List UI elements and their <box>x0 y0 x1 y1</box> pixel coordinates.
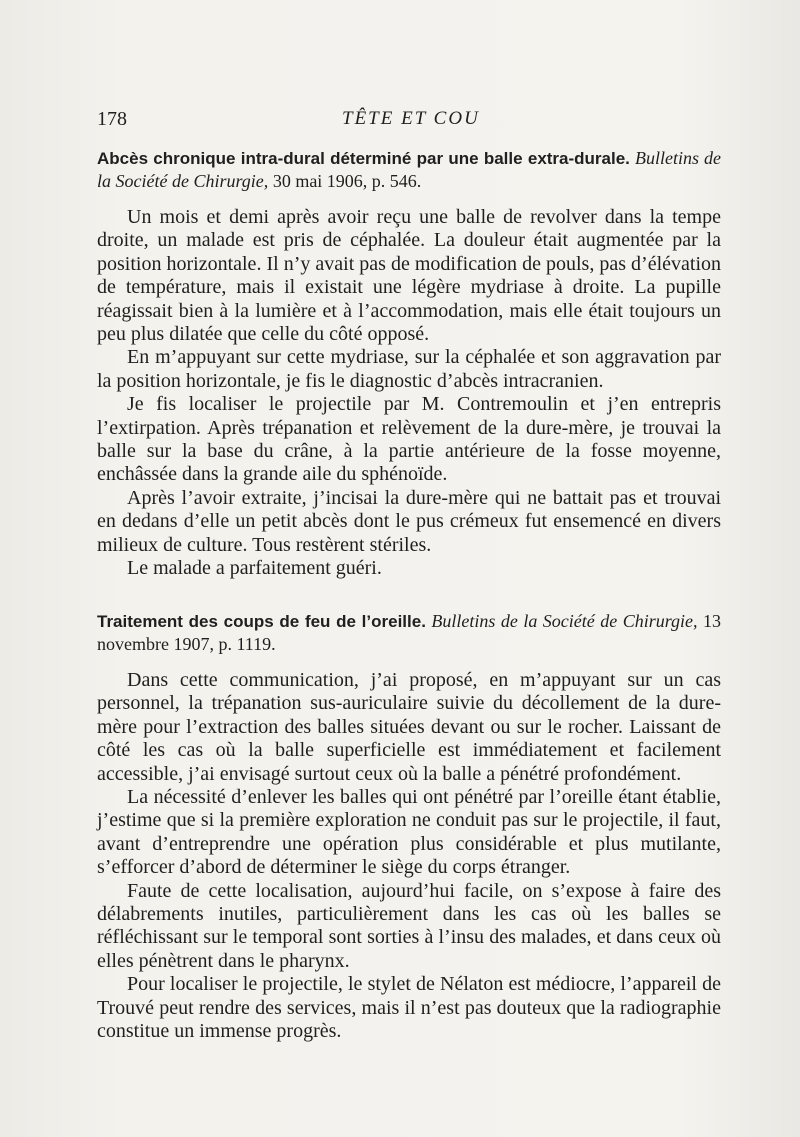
paragraph: Pour localiser le projectile, le stylet de Nélaton est médiocre, l’appareil de Trouvé peut rendre des services, mais il n’est pas douteux que la radiographie constitue un immense progrès. <box>97 973 721 1043</box>
paragraph: En m’appuyant sur cette mydriase, sur la céphalée et son aggravation par la position horizontale, je fis le diagnostic d’abcès intracranien. <box>97 346 721 392</box>
article-intra-dural-abscess <box>97 147 721 581</box>
article-date: 30 mai 1906, p. 546. <box>272 171 422 191</box>
running-head: TÊTE ET COU <box>342 108 480 129</box>
paragraph: Le malade a parfaitement guéri. <box>127 557 382 580</box>
article-ear-gunshot <box>97 610 721 1044</box>
page-number: 178 <box>97 108 127 130</box>
page-header <box>97 108 717 132</box>
article-reference: Bulletins de la Société de Chirurgie, <box>97 148 722 191</box>
paragraph: Dans cette communication, j’ai proposé, en m’appuyant sur un cas personnel, la trépanation sus-auriculaire suivie du décollement de la dure-mère pour l’extraction des balles situées devant ou sur le rocher. Laissant de côté les cas où la balle superficielle est immédiatement et facilement accessible, j’ai envisagé surtout ceux où la balle a pénétré profondément. <box>97 669 721 785</box>
article-reference: Bulletins de la Société de Chirurgie, <box>431 611 698 631</box>
article-heading <box>97 147 721 192</box>
article-heading <box>97 610 721 655</box>
paragraph: Après l’avoir extraite, j’incisai la dure-mère qui ne battait pas et trouvai en dedans d’elle un petit abcès dont le pus crémeux fut ensemencé en divers milieux de culture. Tous restèrent stériles. <box>97 486 721 556</box>
article-title: Traitement des coups de feu de l’oreille. <box>97 612 426 631</box>
paragraph: La nécessité d’enlever les balles qui ont pénétré par l’oreille étant établie, j’estime que si la première exploration ne conduit pas sur le projectile, il faut, avant d’entreprendre une opération plus considérable et plus mutilante, s’efforcer d’abord de déterminer le siège du corps étranger. <box>97 786 721 879</box>
article-title: Abcès chronique intra-dural déterminé par une balle extra-durale. <box>97 149 630 168</box>
paragraph: Un mois et demi après avoir reçu une balle de revolver dans la tempe droite, un malade est pris de céphalée. La douleur était augmentée par la position horizontale. Il n’y avait pas de modification de pouls, pas d’élévation de température, mais il existait une légère mydriase à droite. La pupille réagissait bien à la lumière et à l’accommodation, mais elle était toujours un peu plus dilatée que celle du côté opposé. <box>97 206 721 346</box>
article-date: 13 novembre 1907, p. 1119. <box>97 611 722 654</box>
paragraph: Faute de cette localisation, aujourd’hui facile, on s’expose à faire des délabrements inutiles, particulièrement dans les cas où les balles se réfléchissant sur le temporal sont sorties à l’insu des malades, et dans ceux où elles pénètrent dans le pharynx. <box>97 879 721 972</box>
paragraph: Je fis localiser le projectile par M. Contremoulin et j’en entrepris l’extirpation. Après trépanation et relèvement de la dure-mère, je trouvai la balle sur la base du crâne, à la partie antérieure de la fosse moyenne, enchâssée dans la grande aile du sphénoïde. <box>97 393 721 486</box>
